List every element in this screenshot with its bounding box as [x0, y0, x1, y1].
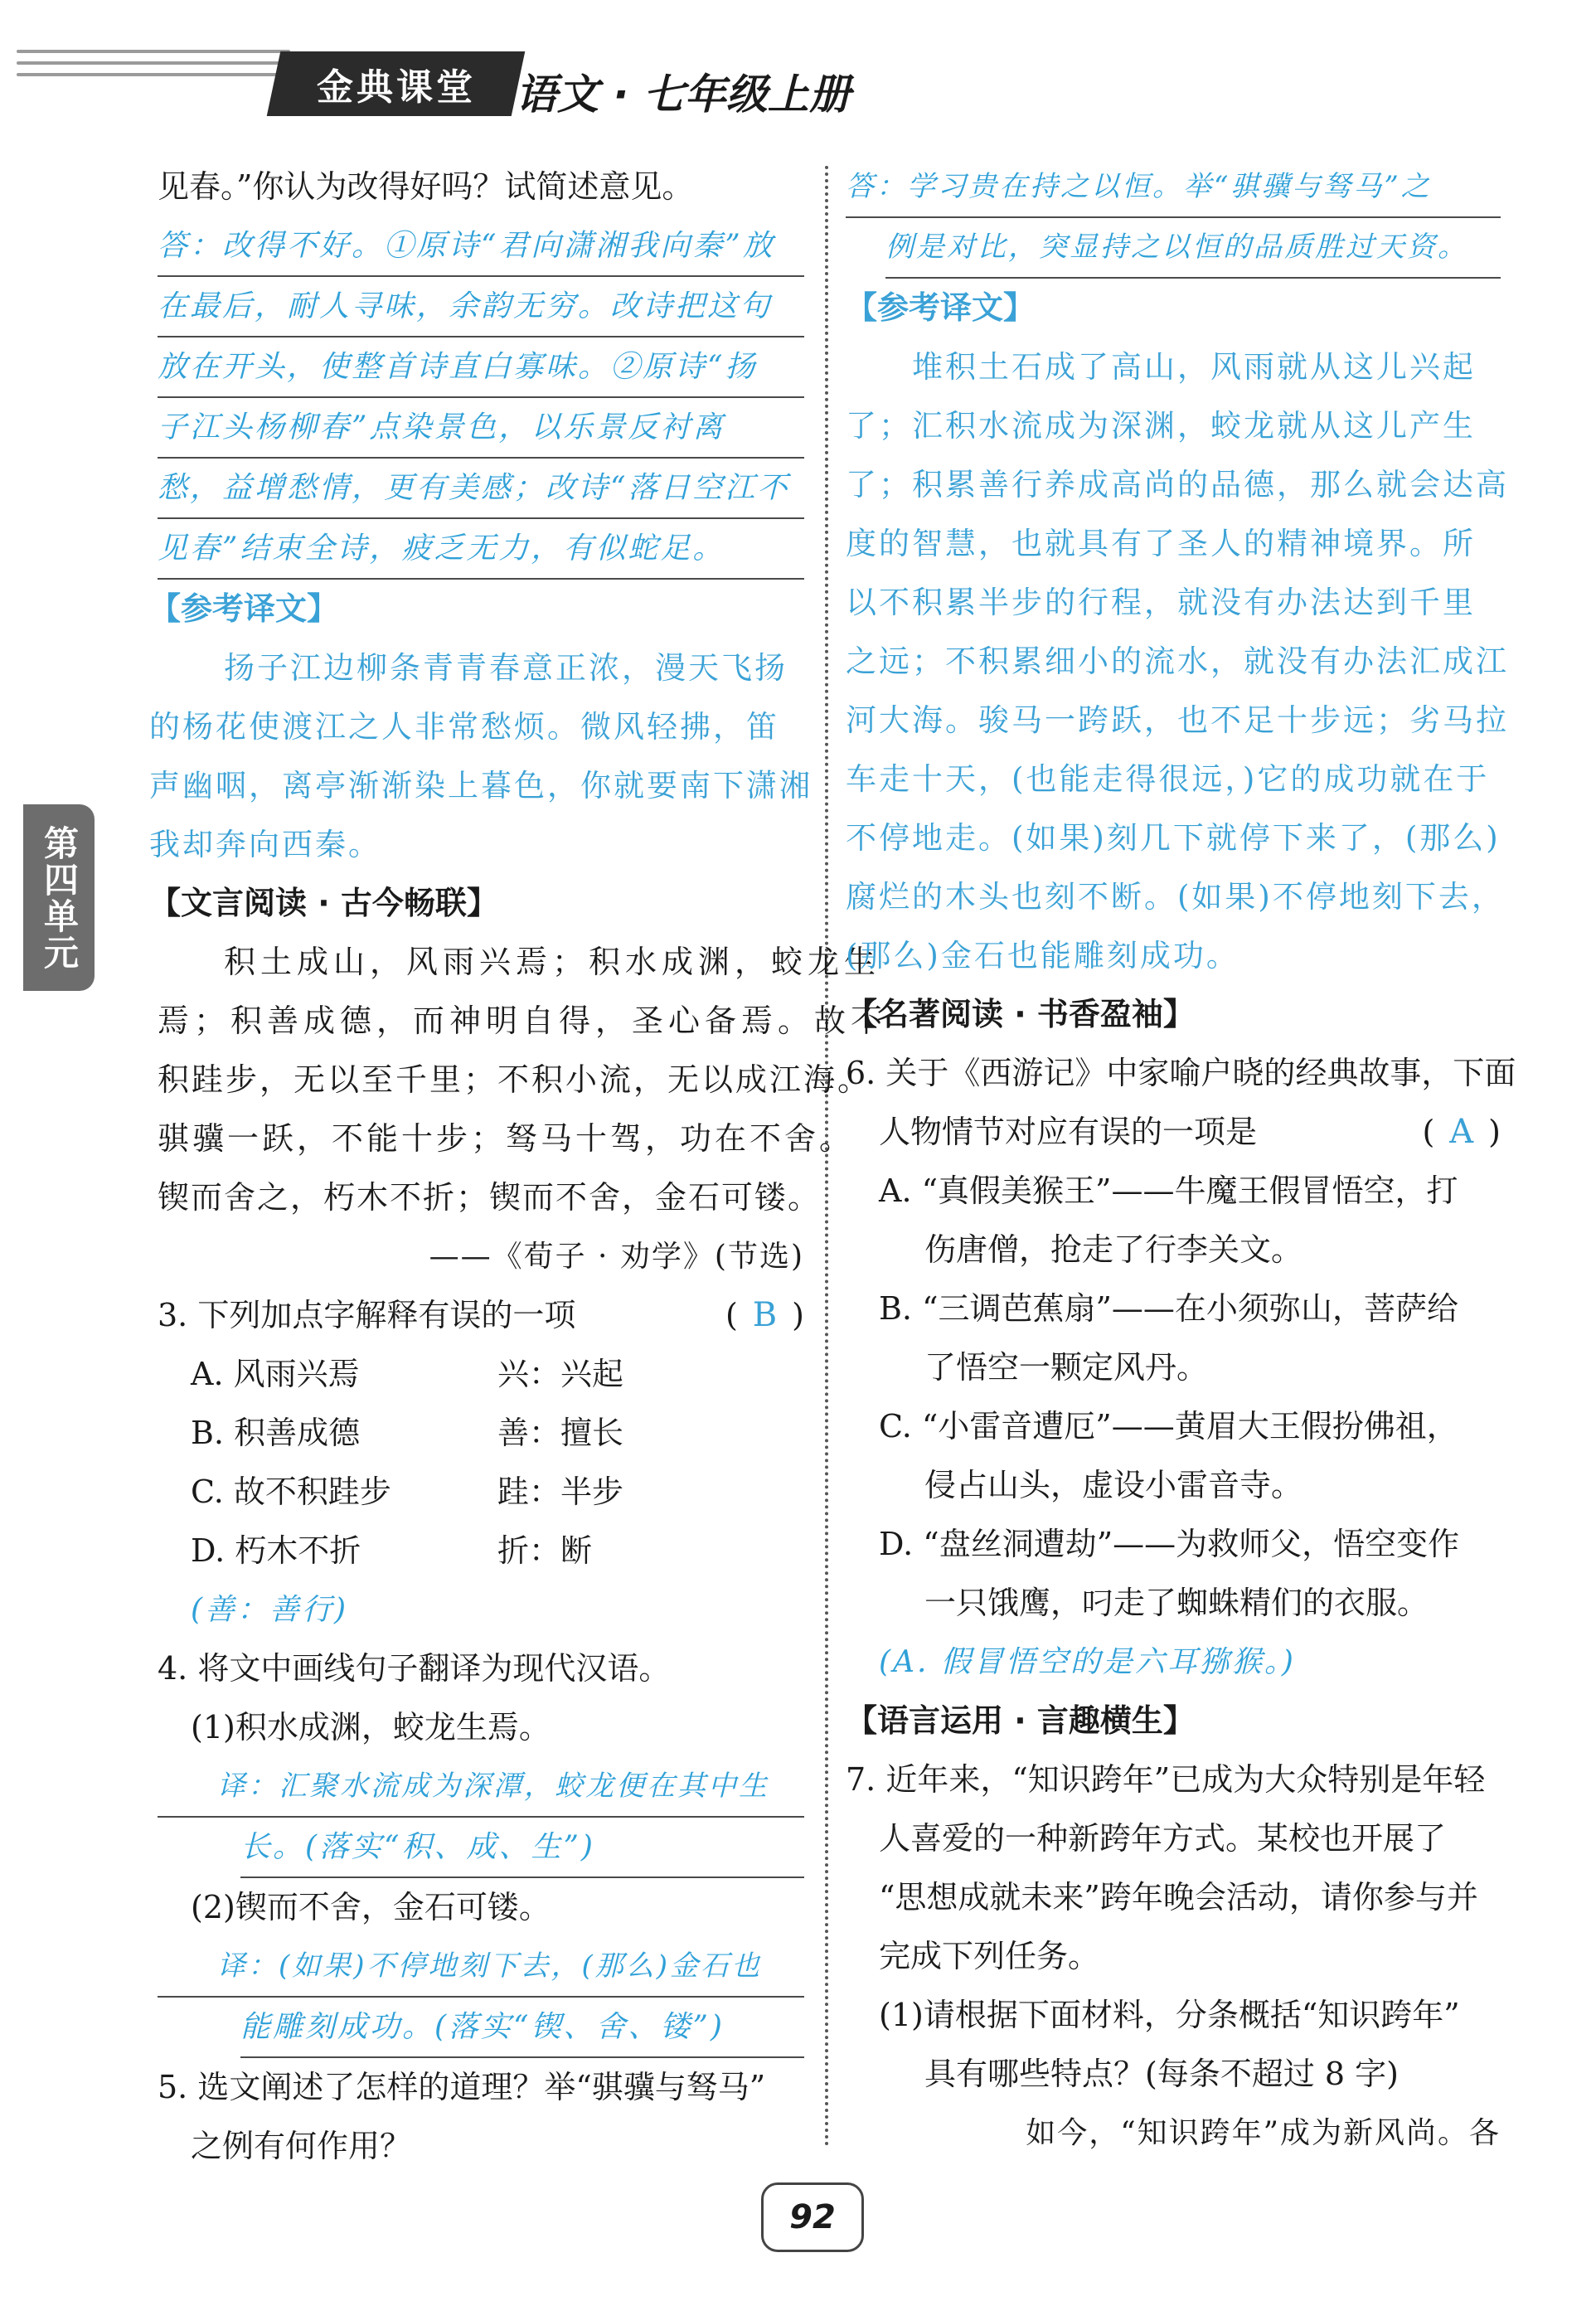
brand-logo	[267, 51, 526, 116]
option-row	[158, 1404, 804, 1463]
answer-line: 愁，益增愁情，更有美感；改诗“落日空江不	[158, 459, 804, 519]
translation-line: (那么)金石也能雕刻成功。	[846, 938, 1239, 973]
page-header	[0, 0, 1596, 141]
answer-line: 能雕刻成功。(落实“锲、舍、镂”)	[240, 1998, 804, 2058]
section-heading-classics: 【名著阅读 · 书香盈袖】	[846, 996, 1195, 1032]
question-3-text: 3. 下列加点字解释有误的一项	[158, 1297, 576, 1333]
question-7-cont: 完成下列任务。	[879, 1938, 1100, 1974]
question-6-cont	[846, 1103, 1501, 1162]
answer-line: 子江头杨柳春”点染景色，以乐景反衬离	[158, 398, 804, 459]
unit-label: 第四单元	[39, 824, 80, 971]
option-A-cont: 伤唐僧，抢走了行李关文。	[924, 1231, 1303, 1268]
classical-text-line: 积土成山，风雨兴焉；积水成渊，蛟龙生	[224, 944, 881, 980]
translation-line: 声幽咽，离亭渐渐染上暮色，你就要南下潇湘	[149, 768, 813, 804]
option-C-cont: 侵占山头，虚设小雷音寺。	[924, 1467, 1303, 1503]
translation-line: 我却奔向西秦。	[149, 827, 381, 862]
answer-line: 例是对比，突显持之以恒的品质胜过天资。	[885, 218, 1501, 279]
answer-line: 答：改得不好。①原诗“君向潇湘我向秦”放	[158, 216, 804, 277]
question-7-sub1-cont: 具有哪些特点？(每条不超过 8 字)	[924, 2056, 1399, 2092]
question-5-cont: 之例有何作用？	[191, 2128, 412, 2164]
translation-line: 了；积累善行养成高尚的品德，那么就会达高	[846, 467, 1509, 502]
classical-text-line: 锲而舍之，朽木不折；锲而不舍，金石可镂。	[158, 1179, 822, 1216]
translation-line: 堆积土石成了高山，风雨就从这儿兴起	[912, 349, 1476, 385]
question-5: 5. 选文阐述了怎样的道理？举“骐骥与驽马”	[158, 2069, 766, 2105]
question-3-answer: B	[752, 1296, 778, 1334]
classical-text-line: 焉；积善成德，而神明自得，圣心备焉。故不	[158, 1003, 888, 1039]
option-text: C. 故不积跬步	[191, 1474, 391, 1510]
translation-line: 了；汇积水流成为深渊，蛟龙就从这儿产生	[846, 408, 1476, 444]
translation-line: 车走十天，(也能走得很远，)它的成功就在于	[846, 761, 1490, 797]
answer-line: 译：(如果)不停地刻下去，(那么)金石也	[158, 1937, 804, 1998]
question-6-text: 人物情节对应有误的一项是	[879, 1114, 1258, 1150]
answer-line: 长。(落实“积、成、生”)	[240, 1818, 804, 1878]
option-D-cont: 一只饿鹰，叼走了蜘蛛精们的衣服。	[924, 1585, 1429, 1621]
translation-line: 之远；不积累细小的流水，就没有办法汇成江	[846, 643, 1509, 679]
option-gloss: 兴：兴起	[497, 1356, 624, 1392]
option-gloss: 跬：半步	[497, 1474, 624, 1510]
translation-line: 扬子江边柳条青青春意正浓，漫天飞扬	[224, 650, 788, 686]
left-column	[149, 158, 888, 2176]
option-text: B. 积善成德	[191, 1415, 361, 1451]
question-6: 6. 关于《西游记》中家喻户晓的经典故事，下面	[846, 1055, 1516, 1091]
answer-line: 译：汇聚水流成为深潭，蛟龙便在其中生	[158, 1757, 804, 1818]
answer-line: 见春”结束全诗，疲乏无力，有似蛇足。	[158, 519, 804, 580]
option-C: C. “小雷音遭厄”——黄眉大王假扮佛祖，	[879, 1408, 1458, 1444]
classical-text-line: 骐骥一跃，不能十步；驽马十驾，功在不舍。	[158, 1120, 855, 1157]
option-text: D. 朽木不折	[191, 1532, 361, 1569]
material-text: 如今，“知识跨年”成为新风尚。各	[1026, 2116, 1501, 2150]
answer-line: 放在开头，使整首诗直白寡味。②原诗“扬	[158, 337, 804, 398]
question-7-cont: 人喜爱的一种新跨年方式。某校也开展了	[879, 1820, 1447, 1857]
option-A: A. “真假美猴王”——牛魔王假冒悟空，打	[879, 1172, 1458, 1209]
answer-bracket: ( B )	[725, 1296, 804, 1334]
question-7: 7. 近年来，“知识跨年”已成为大众特别是年轻	[846, 1761, 1486, 1798]
answer-note: (A. 假冒悟空的是六耳猕猴。)	[879, 1645, 1296, 1679]
answer-note: (善：善行)	[191, 1593, 349, 1627]
question-text: 见春。”你认为改得好吗？试简述意见。	[158, 168, 694, 205]
translation-line: 腐烂的木头也刻不断。(如果)不停地刻下去，	[846, 879, 1505, 915]
translation-line: 以不积累半步的行程，就没有办法达到千里	[846, 585, 1476, 620]
question-6-answer: A	[1449, 1113, 1474, 1151]
translation-line: 度的智慧，也就具有了圣人的精神境界。所	[846, 526, 1476, 561]
question-7-sub1: (1)请根据下面材料，分条概括“知识跨年”	[879, 1997, 1460, 2033]
question-4-1: (1)积水成渊，蛟龙生焉。	[191, 1709, 551, 1745]
unit-side-tab	[23, 804, 95, 991]
option-gloss: 折：断	[497, 1532, 593, 1569]
translation-line: 河大海。骏马一跨跃，也不足十步远；劣马拉	[846, 702, 1509, 738]
option-row	[158, 1522, 804, 1580]
section-heading-classical: 【文言阅读 · 古今畅联】	[149, 885, 498, 921]
option-row	[158, 1345, 804, 1404]
source-citation: ——《荀子 · 劝学》(节选)	[429, 1240, 804, 1274]
header-decoration-lines	[17, 50, 290, 100]
answer-line: 在最后，耐人寻味，余韵无穷。改诗把这句	[158, 277, 804, 337]
classical-text-line: 积跬步，无以至千里；不积小流，无以成江海。	[158, 1061, 872, 1098]
brand-text: 金典课堂	[316, 66, 476, 109]
translation-line: 的杨花使渡江之人非常愁烦。微风轻拂，笛	[149, 709, 779, 745]
answer-line: 答：学习贵在持之以恒。举“骐骥与驽马”之	[846, 158, 1501, 218]
translation-line: 不停地走。(如果)刻几下就停下来了，(那么)	[846, 820, 1501, 856]
option-D: D. “盘丝洞遭劫”——为救师父，悟空变作	[879, 1526, 1460, 1562]
question-3	[158, 1286, 804, 1345]
page-number: 92	[761, 2182, 864, 2252]
answer-bracket: ( A )	[1422, 1113, 1501, 1151]
right-column	[846, 158, 1516, 2163]
reference-translation-heading: 【参考译文】	[149, 590, 339, 627]
column-divider	[825, 166, 828, 2148]
option-B-cont: 了悟空一颗定风丹。	[924, 1349, 1209, 1386]
question-4-2: (2)锲而不舍，金石可镂。	[191, 1889, 551, 1925]
reference-translation-heading: 【参考译文】	[846, 289, 1036, 326]
question-7-cont: “思想成就未来”跨年晚会活动，请你参与并	[879, 1879, 1478, 1915]
section-heading-language: 【语言运用 · 言趣横生】	[846, 1702, 1195, 1739]
option-text: A. 风雨兴焉	[191, 1356, 360, 1392]
option-B: B. “三调芭蕉扇”——在小须弥山，菩萨给	[879, 1290, 1458, 1327]
option-row	[158, 1463, 804, 1522]
subject-title: 语文 · 七年级上册	[516, 70, 851, 119]
option-gloss: 善：擅长	[497, 1415, 624, 1451]
question-4: 4. 将文中画线句子翻译为现代汉语。	[158, 1650, 671, 1687]
